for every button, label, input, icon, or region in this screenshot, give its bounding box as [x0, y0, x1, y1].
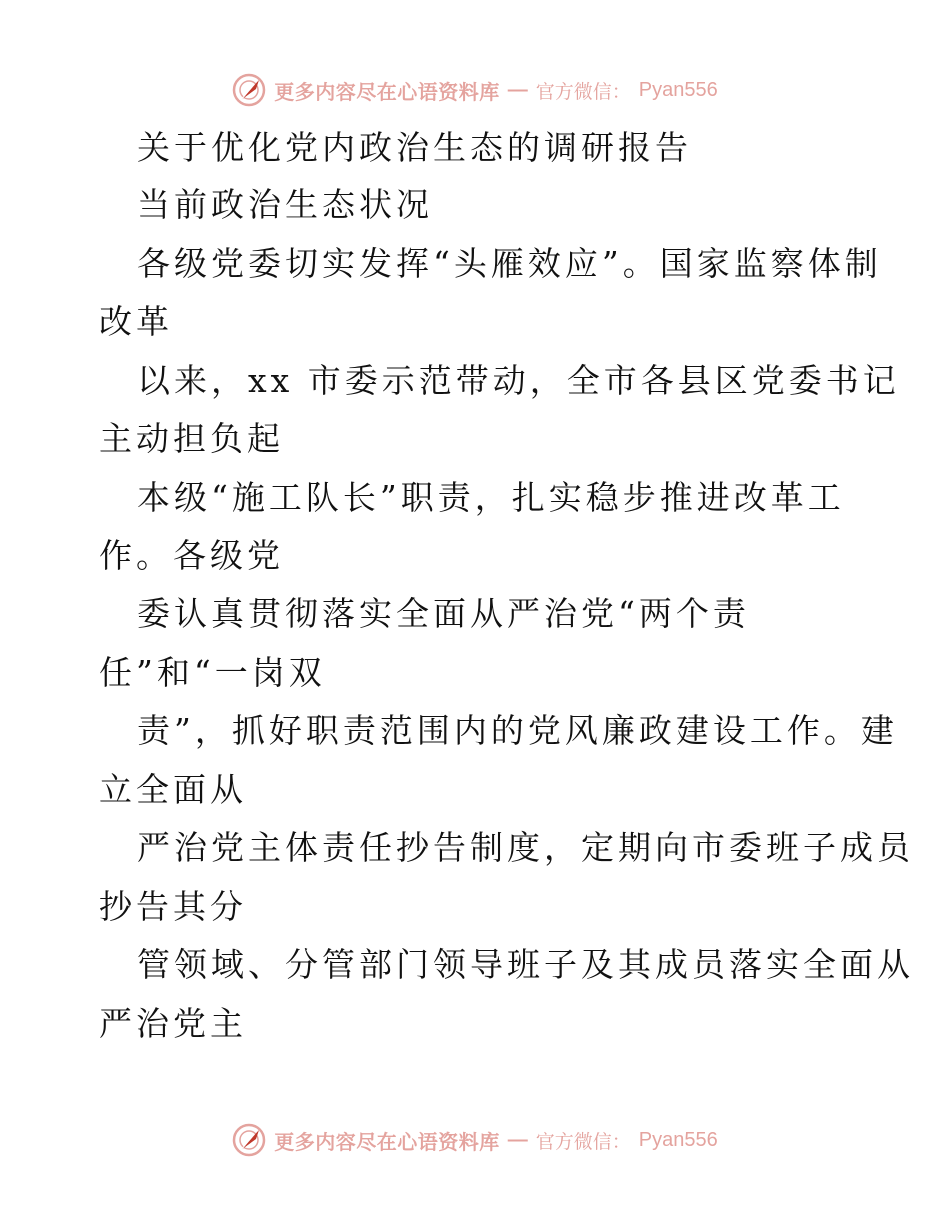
paragraph-line: 主动担负起 [99, 419, 284, 458]
paragraph-line: 作。各级党 [99, 536, 284, 575]
paragraph-line: 抄告其分 [99, 887, 247, 926]
watermark-wechat-id: Pyan556 [638, 78, 718, 101]
paragraph-line: 委认真贯彻落实全面从严治党“两个责 [137, 594, 750, 633]
header-watermark [0, 70, 950, 110]
paragraph-line: 各级党委切实发挥“头雁效应”。国家监察体制 [137, 244, 882, 283]
watermark-site-text: 更多内容尽在心语资料库 [274, 1129, 500, 1154]
watermark-site-text: 更多内容尽在心语资料库 [274, 79, 500, 104]
watermark-wechat-id: Pyan556 [638, 1128, 718, 1151]
paragraph-line: 本级“施工队长”职责，扎实稳步推进改革工 [137, 478, 845, 517]
quill-logo-icon [232, 73, 266, 107]
watermark-separator: — [507, 1128, 528, 1151]
paragraph-line: 改革 [99, 302, 173, 341]
section-heading: 当前政治生态状况 [137, 185, 433, 224]
paragraph-line: 任”和“一岗双 [99, 653, 326, 692]
paragraph-line: 以来，xx 市委示范带动，全市各县区党委书记 [137, 361, 900, 400]
watermark-separator: — [507, 78, 528, 101]
document-title: 关于优化党内政治生态的调研报告 [137, 128, 692, 167]
quill-logo-icon [232, 1123, 266, 1157]
paragraph-line: 责”，抓好职责范围内的党风廉政建设工作。建 [137, 711, 898, 750]
paragraph-line: 严治党主 [99, 1004, 247, 1043]
paragraph-line: 严治党主体责任抄告制度，定期向市委班子成员 [137, 828, 914, 867]
watermark-official-label: 官方微信： [535, 1130, 631, 1153]
paragraph-line: 管领域、分管部门领导班子及其成员落实全面从 [137, 945, 914, 984]
footer-watermark [0, 1120, 950, 1160]
paragraph-line: 立全面从 [99, 770, 247, 809]
watermark-official-label: 官方微信： [535, 80, 631, 103]
